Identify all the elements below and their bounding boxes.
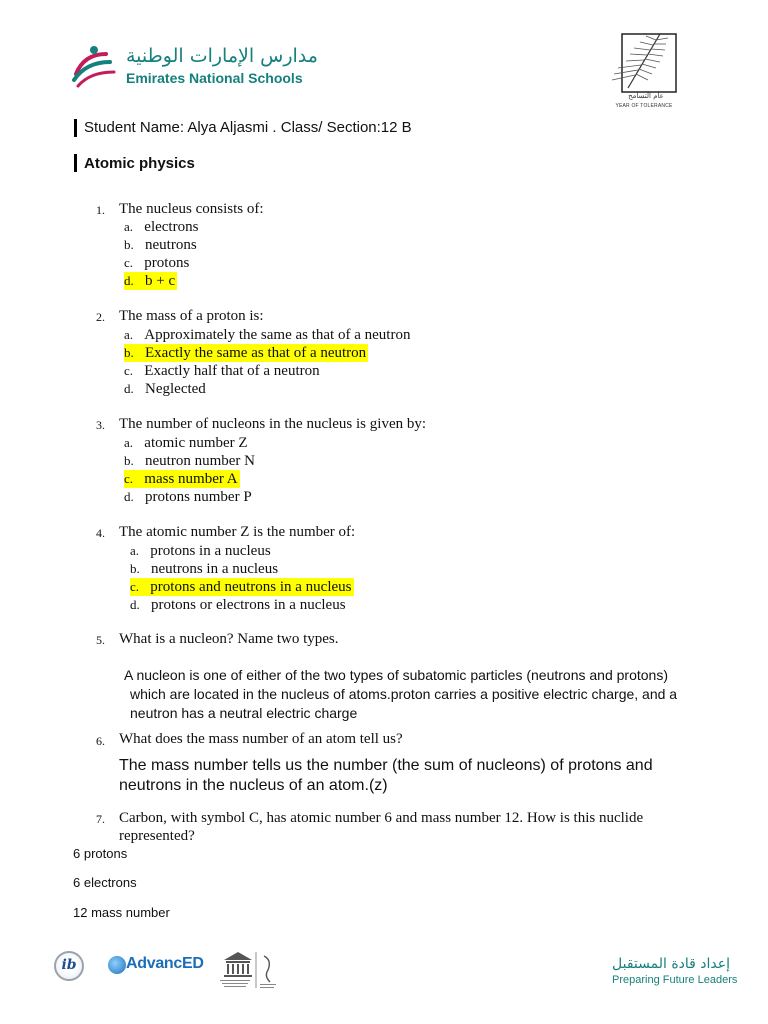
answer-line: which are located in the nucleus of atoms.proton carries a positive electric charge, and a — [130, 686, 678, 702]
option-text: atomic number Z — [144, 435, 248, 451]
answer-text — [119, 756, 719, 796]
question-number: 3. — [96, 418, 105, 432]
question-number: 1. — [96, 203, 105, 217]
question-number: 7. — [96, 812, 105, 826]
advanced-logo: AdvancED — [126, 955, 204, 972]
answer-line: 6 electrons — [73, 875, 137, 890]
option-text: electrons — [144, 219, 199, 235]
school-name-arabic: مدارس الإمارات الوطنية — [126, 45, 318, 67]
option-letter: a. — [124, 435, 134, 450]
answer-line: 12 mass number — [73, 905, 170, 920]
option-row-highlighted — [124, 344, 368, 362]
question-text: What does the mass number of an atom tell us? — [119, 731, 403, 747]
option-letter: c. — [130, 579, 140, 594]
question-text-continued: represented? — [119, 828, 195, 844]
year-of-tolerance-english: YEAR OF TOLERANCE — [615, 103, 673, 109]
option-text: Neglected — [145, 381, 206, 397]
question-text: The mass of a proton is: — [119, 308, 264, 324]
option-letter: d. — [124, 489, 134, 504]
option-row — [124, 218, 200, 236]
option-text: protons number P — [145, 489, 252, 505]
option-text: protons in a nucleus — [150, 543, 271, 559]
option-letter: b. — [124, 237, 134, 252]
option-letter: a. — [130, 543, 140, 558]
question-text: The atomic number Z is the number of: — [119, 524, 356, 540]
option-row — [124, 380, 208, 398]
option-row-highlighted — [130, 578, 354, 596]
option-text: neutrons — [145, 237, 197, 253]
option-row-highlighted — [124, 470, 240, 488]
year-of-tolerance-arabic: عام التسامح — [628, 92, 664, 100]
option-letter: d. — [124, 381, 134, 396]
answer-line: neutron has a neutral electric charge — [130, 705, 358, 721]
option-letter: a. — [124, 219, 134, 234]
option-letter: d. — [124, 273, 134, 288]
option-row — [124, 434, 250, 452]
question-text: Carbon, with symbol C, has atomic number 6 and mass number 12. How is this nuclide — [119, 810, 644, 826]
option-letter: b. — [124, 345, 134, 360]
option-letter: b. — [124, 453, 134, 468]
preparing-future-leaders-english: Preparing Future Leaders — [612, 974, 738, 986]
option-text: protons — [144, 255, 190, 271]
answer-line: The mass number tells us the number (the sum of nucleons) of protons and — [119, 757, 653, 774]
student-name-line: Student Name: Alya Aljasmi . Class/ Section:12 B — [84, 119, 412, 136]
option-row — [130, 560, 280, 578]
option-letter: a. — [124, 327, 134, 342]
advanced-globe-icon — [108, 956, 126, 974]
question-number: 6. — [96, 734, 105, 748]
answer-text — [124, 666, 724, 723]
option-text: Exactly the same as that of a neutron — [145, 345, 367, 361]
ib-logo-text: ib — [61, 957, 77, 973]
option-letter: c. — [124, 363, 134, 378]
option-text: Exactly half that of a neutron — [144, 363, 320, 379]
year-of-tolerance-logo — [608, 30, 680, 114]
option-text: protons or electrons in a nucleus — [151, 597, 346, 613]
option-letter: d. — [130, 597, 140, 612]
unesco-logo — [218, 950, 282, 990]
question-text: What is a nucleon? Name two types. — [119, 631, 339, 647]
option-text: neutron number N — [145, 453, 255, 469]
option-row — [130, 596, 348, 614]
emirates-national-schools-logo-mark — [70, 44, 120, 92]
option-text: Approximately the same as that of a neutron — [144, 327, 411, 343]
school-name-english: Emirates National Schools — [126, 70, 303, 86]
option-letter: c. — [124, 471, 134, 486]
student-line-bar — [74, 119, 77, 137]
option-row — [130, 542, 273, 560]
answer-line: neutrons in the nucleus of an atom.(z) — [119, 777, 388, 794]
option-text: neutrons in a nucleus — [151, 561, 279, 577]
question-text: The nucleus consists of: — [119, 201, 264, 217]
option-row — [124, 254, 191, 272]
answer-line: 6 protons — [73, 846, 128, 861]
option-row — [124, 452, 257, 470]
option-text: protons and neutrons in a nucleus — [150, 579, 352, 595]
option-text: b + c — [145, 273, 176, 289]
option-row — [124, 326, 412, 344]
question-number: 2. — [96, 310, 105, 324]
preparing-future-leaders-arabic: إعداد قادة المستقبل — [612, 956, 731, 972]
option-row — [124, 362, 322, 380]
answer-line: A nucleon is one of either of the two types of subatomic particles (neutrons and protons) — [124, 667, 668, 683]
option-letter: b. — [130, 561, 140, 576]
section-title: Atomic physics — [84, 155, 195, 172]
section-title-bar — [74, 154, 77, 172]
question-number: 4. — [96, 526, 105, 540]
question-number: 5. — [96, 633, 105, 647]
option-row — [124, 236, 199, 254]
option-text: mass number A — [144, 471, 238, 487]
option-row-highlighted — [124, 272, 177, 290]
option-row — [124, 488, 254, 506]
option-letter: c. — [124, 255, 134, 270]
question-text: The number of nucleons in the nucleus is given by: — [119, 416, 427, 432]
